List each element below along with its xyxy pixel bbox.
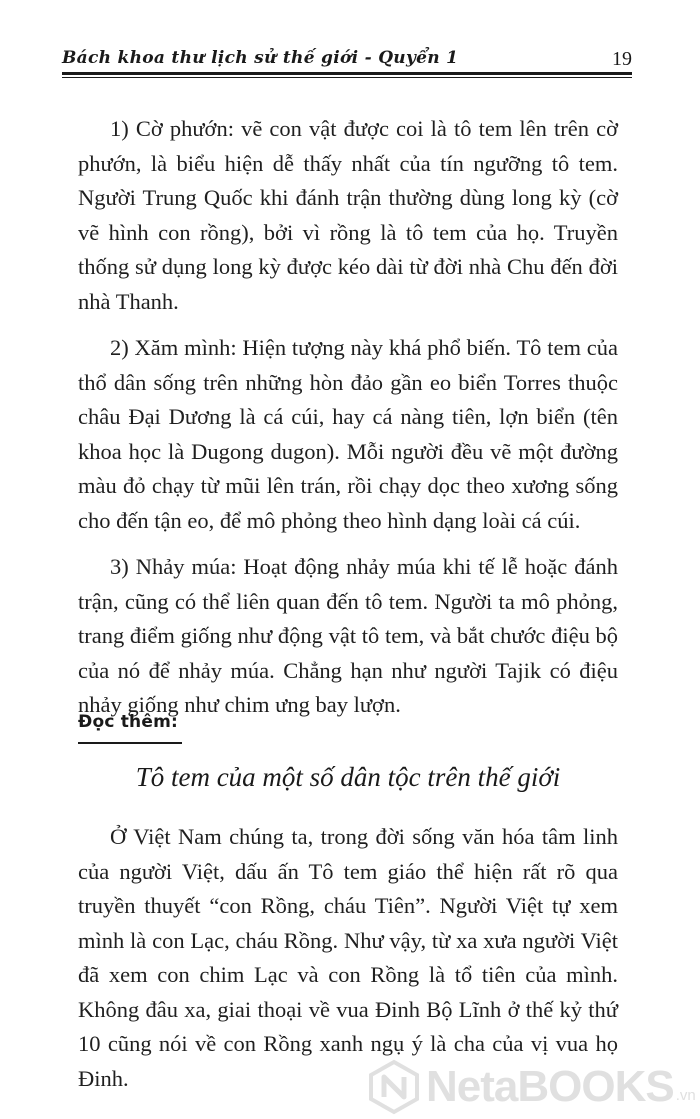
page-header — [62, 44, 632, 76]
paragraph-tattoo: 2) Xăm mình: Hiện tượng này khá phổ biến. Tô tem của thổ dân sống trên những hòn đảo gần eo biển Torres thuộc châu Đại Dương là cá cúi, hay cá nàng tiên, lợn biển (tên khoa học là Dugong dugon). Mỗi người đều vẽ một đường màu đỏ chạy từ mũi lên trán, rồi chạy dọc theo xương sống cho đến tận eo, để mô phỏng theo hình dạng loài cá cúi. — [78, 335, 618, 533]
header-rule — [62, 72, 632, 75]
read-more-label: Đọc thêm: — [78, 712, 178, 732]
read-more-heading — [78, 712, 182, 744]
book-title: Bách khoa thư lịch sử thế giới - Quyển 1 — [62, 48, 459, 68]
main-text-block — [78, 112, 618, 723]
paragraph-flag: 1) Cờ phướn: vẽ con vật được coi là tô tem lên trên cờ phướn, là biểu hiện dễ thấy nhất của tín ngưỡng tô tem. Người Trung Quốc khi đánh trận thường dùng long kỳ (cờ vẽ hình con rồng), bởi vì rồng là tô tem của họ. Truyền thống sử dụng long kỳ được kéo dài từ đời nhà Chu đến đời nhà Thanh. — [78, 116, 618, 314]
paragraph-dance: 3) Nhảy múa: Hoạt động nhảy múa khi tế lễ hoặc đánh trận, cũng có thể liên quan đến tô tem. Người ta mô phỏng, trang điểm giống như động vật tô tem, và bắt chước điệu bộ của nó để nhảy múa. Chẳng hạn như người Tajik có điệu nhảy giống như chim ưng bay lượn. — [78, 554, 618, 717]
publisher-watermark — [366, 1058, 696, 1116]
n-logo-icon — [366, 1059, 422, 1115]
header-rule-thin — [62, 77, 632, 78]
paragraph-vietnam: Ở Việt Nam chúng ta, trong đời sống văn hóa tâm linh của người Việt, dấu ấn Tô tem giáo thể hiện rất rõ qua truyền thuyết “con Rồng, cháu Tiên”. Người Việt tự xem mình là con Lạc, cháu Rồng. Như vậy, từ xa xưa người Việt đã xem con chim Lạc và con Rồng là tổ tiên của mình. Không đâu xa, giai thoại về vua Đinh Bộ Lĩnh ở thế kỷ thứ 10 cũng nói về con Rồng xanh ngụ ý là cha của vị vua họ Đinh. — [78, 824, 618, 1091]
watermark-brand: NetaBOOKS — [426, 1062, 674, 1111]
article-text-block — [78, 820, 618, 1096]
page-number: 19 — [612, 48, 632, 70]
article-title: Tô tem của một số dân tộc trên thế giới — [135, 762, 561, 792]
watermark-suffix: .vn — [675, 1087, 696, 1104]
read-more-underline — [78, 742, 182, 744]
